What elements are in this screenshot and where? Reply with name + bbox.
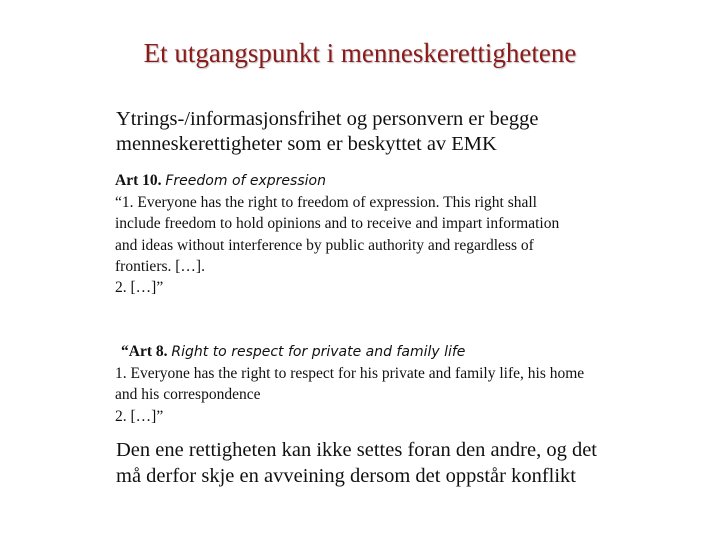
article-8-name: Right to respect for private and family life [171, 344, 466, 360]
article-10-line: and ideas without interference by public authority and regardless of [115, 236, 534, 254]
slide-title: Et utgangspunkt i menneskerettighetene [143, 38, 577, 68]
article-10-line: frontiers. […]. [115, 257, 205, 275]
article-8-line: 2. […]” [115, 407, 164, 425]
article-8-line: and his correspondence [115, 386, 261, 404]
article-8-heading [115, 341, 584, 363]
intro-line: Ytrings-/informasjonsfrihet og personvern er begge [116, 108, 539, 130]
conclusion-line: Den ene rettigheten kan ikke settes foran den andre, og det [116, 439, 597, 461]
article-8-quote [115, 341, 584, 427]
article-8-number: “Art 8. [121, 343, 168, 360]
intro-paragraph [116, 107, 676, 157]
article-10-line: “1. Everyone has the right to freedom of expression. This right shall [115, 194, 537, 212]
conclusion-line: må derfor skje en avveining dersom det oppstår konflikt [116, 465, 576, 487]
article-10-heading [115, 170, 559, 192]
article-10-line: 2. […]” [115, 279, 164, 297]
article-10-number: Art 10. [115, 172, 162, 189]
intro-line: menneskerettigheter som er beskyttet av EMK [116, 133, 497, 155]
article-10-name: Freedom of expression [165, 173, 326, 189]
article-8-line: 1. Everyone has the right to respect for his private and family life, his home [115, 365, 585, 383]
conclusion-paragraph [116, 437, 696, 489]
article-10-quote [115, 170, 559, 298]
article-10-line: include freedom to hold opinions and to receive and impart information [115, 215, 560, 233]
